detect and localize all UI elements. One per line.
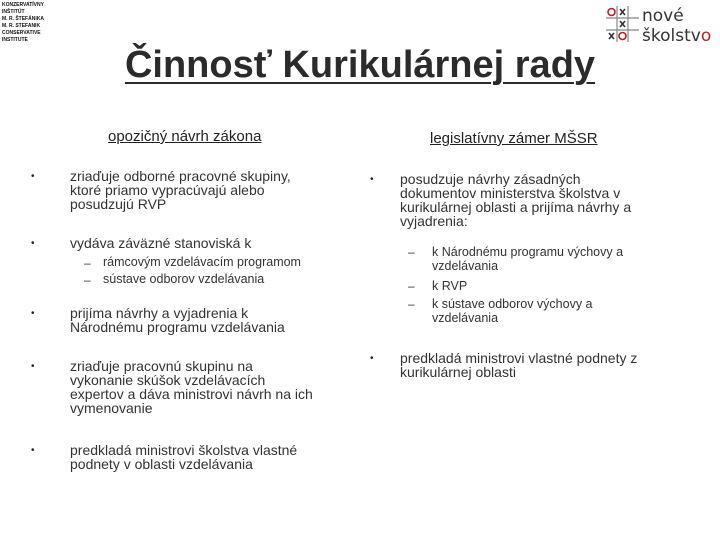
- sub-item-line: k sústave odborov výchovy a: [432, 297, 593, 311]
- sub-item-line: k Národnému programu výchovy a: [432, 245, 624, 259]
- institute-logo-line: M. R. ŠTEFÁNIKA: [2, 16, 44, 22]
- institute-logo: [2, 2, 62, 44]
- list-item-line: prijíma návrhy a vyjadrenia k: [70, 305, 249, 321]
- list-item-line: expertov a dáva ministrovi návrh na ich: [70, 386, 313, 402]
- list-item-line: predkladá ministrovi vlastné podnety z: [400, 350, 638, 366]
- right-list-item: [400, 172, 700, 228]
- sub-item-line: k RVP: [432, 279, 468, 293]
- sub-item-line: vzdelávania: [432, 259, 499, 273]
- list-item-line: Národnému programu vzdelávania: [70, 319, 285, 335]
- institute-logo-line: M. R. STEFANIK: [2, 23, 41, 29]
- dash-icon: –: [84, 273, 91, 287]
- list-item-line: posudzuje návrhy zásadných: [400, 171, 581, 187]
- sub-item-line: vzdelávania: [432, 311, 499, 325]
- skolstvo-logo-prefix: školstv: [642, 26, 701, 46]
- left-sub-item: rámcovým vzdelávacím programom: [103, 255, 301, 269]
- left-list-item: [70, 443, 297, 471]
- dash-icon: –: [408, 279, 415, 293]
- bullet-icon: •: [31, 445, 35, 456]
- right-column-heading: legislatívny zámer MŠSR: [430, 130, 598, 147]
- left-column-heading: opozičný návrh zákona: [108, 128, 262, 145]
- skolstvo-logo-text: [642, 26, 711, 46]
- left-list-item: [70, 236, 251, 250]
- right-sub-item: [432, 279, 467, 293]
- skolstvo-logo-suffix: o: [700, 26, 712, 46]
- list-item-line: podnety v oblasti vzdelávania: [70, 456, 253, 472]
- left-list-item: [70, 306, 285, 334]
- nove-skolstvo-logo: [606, 4, 712, 46]
- dash-icon: –: [408, 297, 415, 311]
- list-item-line: dokumentov ministerstva školstva v: [400, 185, 621, 201]
- dash-icon: –: [84, 256, 91, 270]
- list-item-line: vyjadrenia:: [400, 213, 468, 229]
- list-item-line: posudzujú RVP: [70, 196, 167, 212]
- list-item-line: zriaďuje odborné pracovné skupiny,: [70, 168, 291, 184]
- list-item-line: vykonanie skúšok vzdelávacích: [70, 372, 266, 388]
- right-sub-item: [432, 245, 692, 273]
- tic-tac-toe-icon: [606, 4, 640, 44]
- list-item-line: vymenovanie: [70, 400, 153, 416]
- list-item-line: kurikulárnej oblasti: [400, 364, 516, 380]
- dash-icon: –: [408, 245, 415, 259]
- bullet-icon: •: [370, 353, 374, 364]
- bullet-icon: •: [31, 361, 35, 372]
- list-item-line: zriaďuje pracovnú skupinu na: [70, 358, 253, 374]
- list-item-line: kurikulárnej oblasti a prijíma návrhy a: [400, 199, 632, 215]
- bullet-icon: •: [31, 308, 35, 319]
- institute-logo-line: CONSERVATIVE: [2, 30, 41, 36]
- bullet-icon: •: [31, 171, 35, 182]
- nove-logo-text: nové: [642, 6, 684, 26]
- institute-logo-line: INSTITUTE: [2, 37, 28, 43]
- list-item-line: vydáva záväzné stanoviská k: [70, 235, 252, 251]
- left-list-item: [70, 359, 360, 415]
- left-list-item: [70, 169, 360, 211]
- right-sub-item: [432, 297, 692, 325]
- institute-logo-line: KONZERVATÍVNY: [2, 2, 44, 8]
- right-list-item: [400, 351, 700, 379]
- list-item-line: ktoré priamo vypracúvajú alebo: [70, 182, 265, 198]
- page-title: Činnosť Kurikulárnej rady: [124, 44, 596, 86]
- bullet-icon: •: [370, 174, 374, 185]
- bullet-icon: •: [31, 238, 35, 249]
- institute-logo-line: INŠTITÚT: [2, 9, 25, 15]
- left-sub-item: sústave odborov vzdelávania: [103, 272, 265, 286]
- list-item-line: predkladá ministrovi školstva vlastné: [70, 442, 298, 458]
